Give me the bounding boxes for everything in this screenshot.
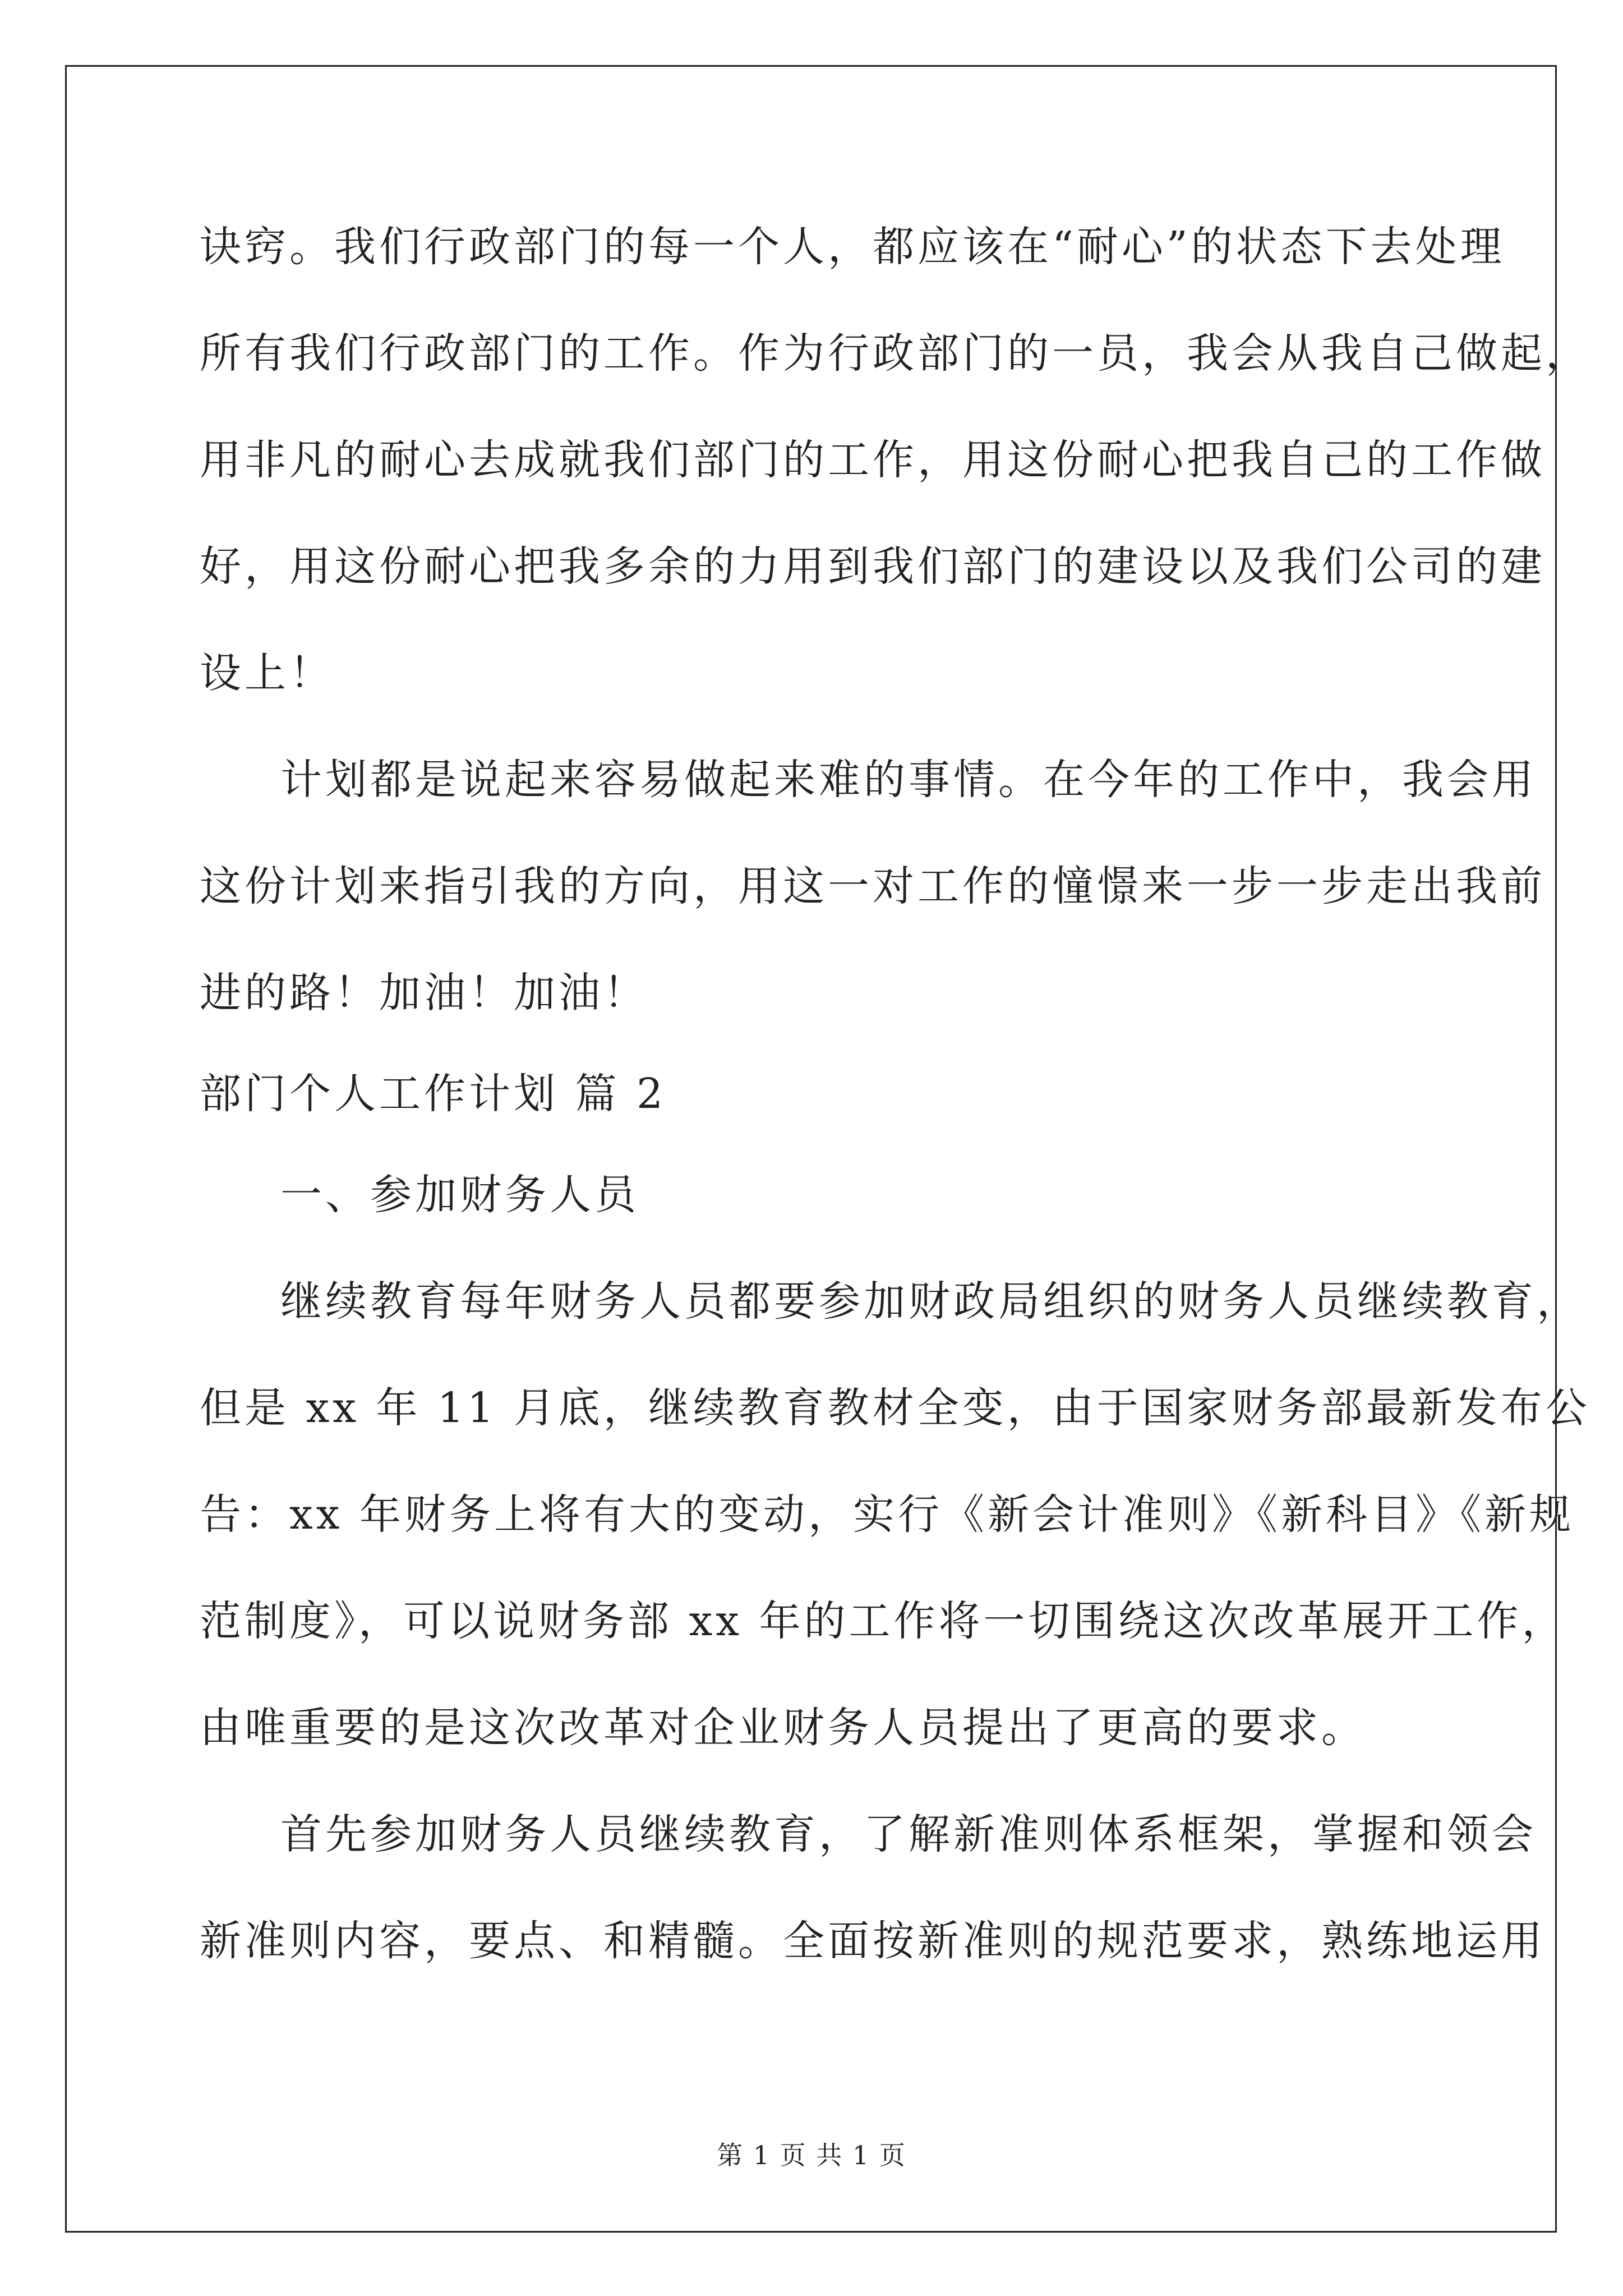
body-text-line: 新准则内容，要点、和精髓。全面按新准则的规范要求，熟练地运用: [200, 1917, 1546, 1965]
body-text-line: 诀窍。我们行政部门的每一个人，都应该在“耐心”的状态下去处理: [200, 223, 1505, 271]
body-text-line: 进的路！加油！加油！: [200, 969, 648, 1017]
body-text-line: 由唯重要的是这次改革对企业财务人员提出了更高的要求。: [200, 1704, 1366, 1752]
body-text-line: 所有我们行政部门的工作。作为行政部门的一员，我会从我自己做起，: [200, 329, 1590, 378]
body-text-line: 计划都是说起来容易做起来难的事情。在今年的工作中，我会用: [280, 756, 1537, 804]
body-text-line: 继续教育每年财务人员都要参加财政局组织的财务人员继续教育，: [280, 1277, 1581, 1326]
section-heading: 部门个人工作计划 篇 2: [200, 1070, 667, 1118]
body-text-line: 范制度》，可以说财务部 xx 年的工作将一切围绕这次改革展开工作，: [200, 1597, 1567, 1645]
body-text-line: 告：xx 年财务上将有大的变动，实行《新会计准则》《新科目》《新规: [200, 1490, 1574, 1539]
page-border: [65, 65, 1557, 2233]
body-text-line: 首先参加财务人员继续教育，了解新准则体系框架，掌握和领会: [280, 1810, 1537, 1858]
body-text-line: 但是 xx 年 11 月底，继续教育教材全变，由于国家财务部最新发布公: [200, 1384, 1590, 1432]
body-text-line: 这份计划来指引我的方向，用这一对工作的憧憬来一步一步走出我前: [200, 862, 1546, 910]
subheading: 一、参加财务人员: [280, 1171, 639, 1219]
body-text-line: 用非凡的耐心去成就我们部门的工作，用这份耐心把我自己的工作做: [200, 436, 1546, 484]
body-text-line: 好，用这份耐心把我多余的力用到我们部门的建设以及我们公司的建: [200, 542, 1546, 591]
body-text-line: 设上！: [200, 649, 334, 697]
page-footer: 第 1 页 共 1 页: [717, 2140, 906, 2170]
